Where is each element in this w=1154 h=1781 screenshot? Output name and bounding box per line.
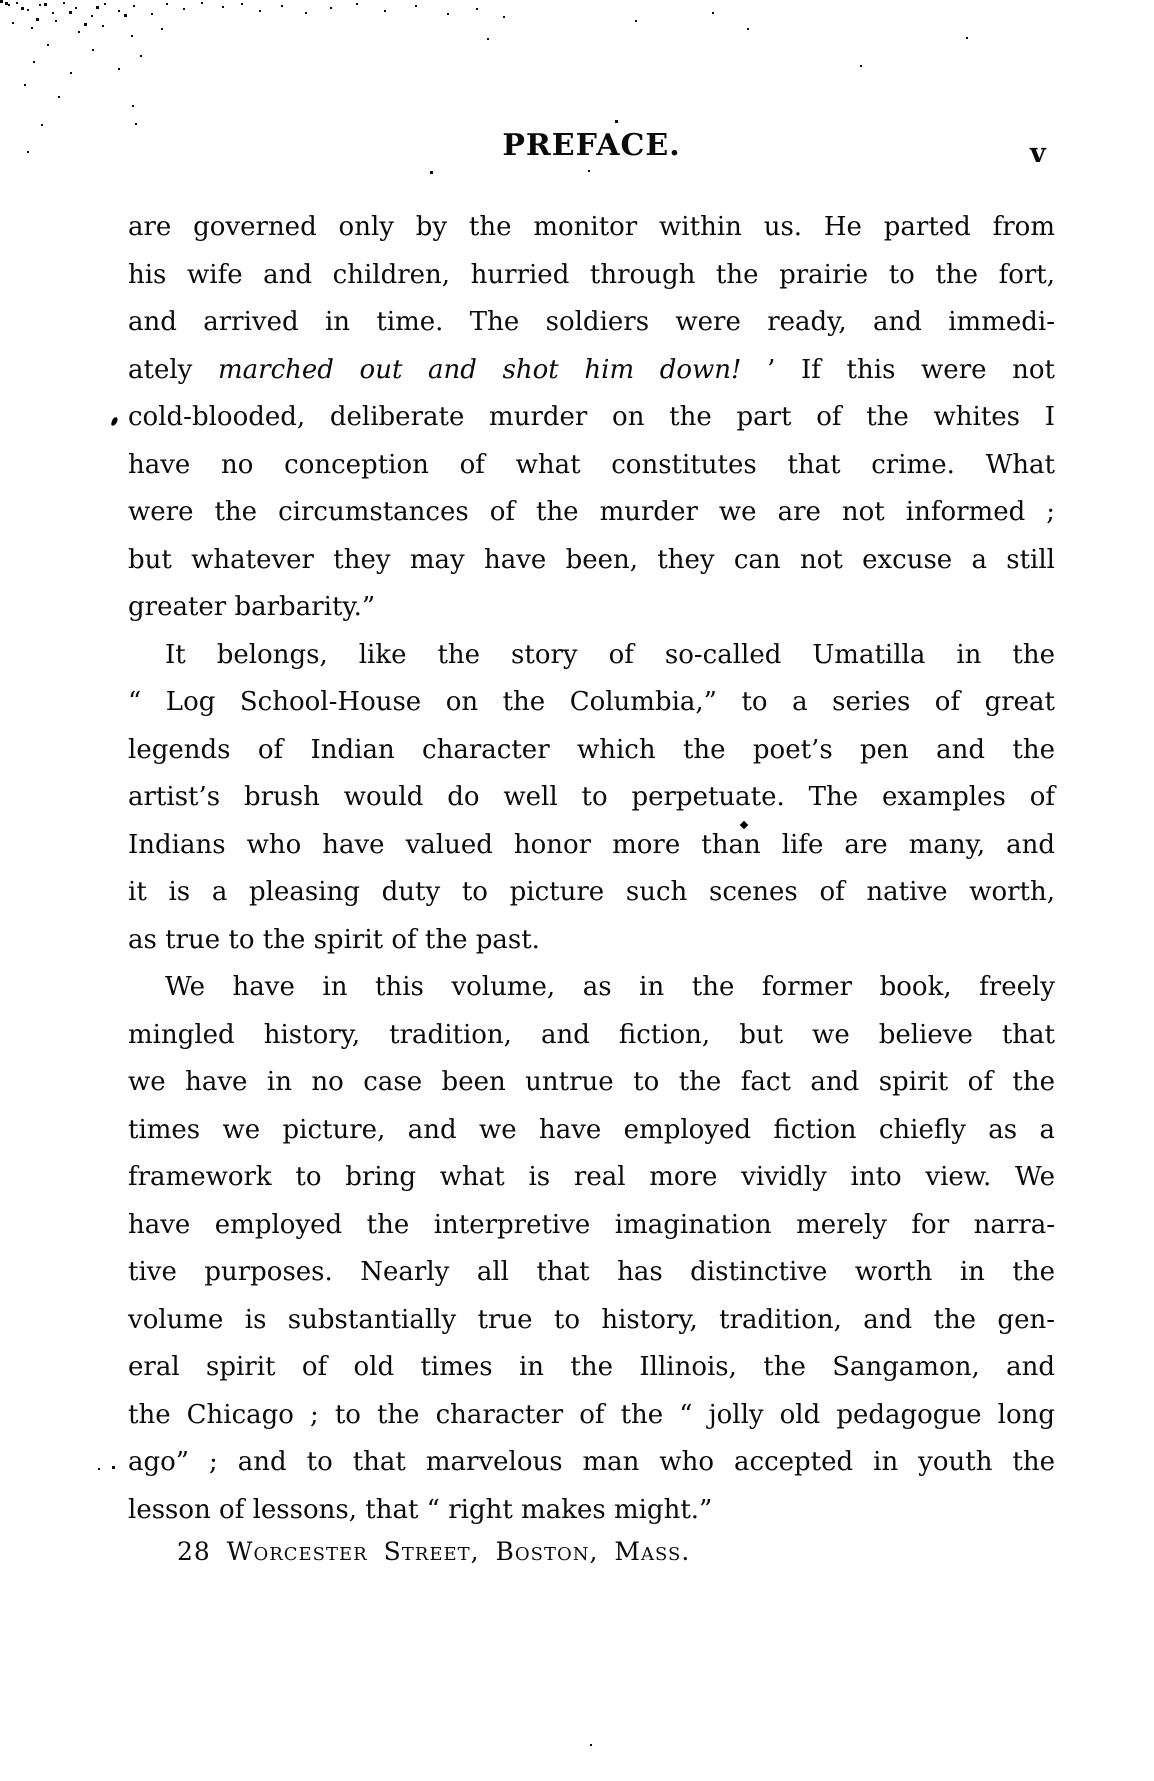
address-line: 28 Worcester Street, Boston, Mass. [177, 1537, 691, 1566]
text-line: mingled history, tradition, and fiction, but we believe that [128, 1019, 1055, 1050]
paragraph-3 [128, 964, 1055, 1534]
text-line: are governed only by the monitor within us. He parted from [128, 212, 1055, 242]
text-line: times we picture, and we have employed fiction chiefly as a [128, 1114, 1055, 1145]
text-line: It belongs, like the story of so-called Umatilla in the [165, 639, 1055, 670]
text-line: We have in this volume, as in the former book, freely [165, 972, 1055, 1002]
text-line: were the circumstances of the murder we are not informed ; [128, 497, 1055, 527]
text-line: framework to bring what is real more vividly into view. We [128, 1162, 1055, 1192]
text-line: “ Log School-House on the Columbia,” to a series of great [128, 687, 1055, 717]
scan-noise-dots-large [0, 0, 3, 3]
text-line: it is a pleasing duty to picture such scenes of native worth, [128, 877, 1055, 907]
text-line: the Chicago ; to the character of the “ jolly old pedagogue long [128, 1399, 1055, 1430]
paragraph-2 [128, 632, 1055, 965]
text-line: tive purposes. Nearly all that has distinctive worth in the [128, 1257, 1055, 1287]
text-line: have employed the interpretive imagination merely for narra- [128, 1209, 1055, 1240]
text-segment: ’ If this were not [741, 354, 1055, 385]
page-title: PREFACE. [502, 128, 681, 163]
text-line: have no conception of what constitutes that crime. What [128, 449, 1055, 480]
text-line: his wife and children, hurried through the prairie to the fort, [128, 259, 1055, 290]
paragraph-1 [128, 204, 1055, 632]
text-line: ago” ; and to that marvelous man who accepted in youth the [128, 1447, 1055, 1477]
text-line: cold-blooded, deliberate murder on the part of the whites I [128, 402, 1055, 432]
text-segment: ately [128, 354, 218, 385]
text-line: as true to the spirit of the past. [128, 924, 540, 955]
text-line: greater barbarity.” [128, 592, 376, 622]
text-line: but whatever they may have been, they can not excuse a still [128, 544, 1055, 575]
text-line: we have in no case been untrue to the fact and spirit of the [128, 1067, 1055, 1097]
text-line: and arrived in time. The soldiers were ready, and immedi- [128, 307, 1055, 337]
preface-text [128, 204, 1055, 1534]
ink-mark [111, 416, 119, 426]
text-line: legends of Indian character which the poet’s pen and the [128, 734, 1055, 765]
text-line: artist’s brush would do well to perpetuate. The examples of [128, 782, 1055, 812]
text-line: lesson of lessons, that “ right makes might.” [128, 1494, 713, 1525]
italic-text-segment: marched out and shot him down! [217, 354, 742, 385]
text-line: Indians who have valued honor more than life are many, and [128, 829, 1055, 860]
page-number: v [1030, 138, 1046, 169]
text-line: eral spirit of old times in the Illinois, the Sangamon, and [128, 1352, 1055, 1382]
text-line: volume is substantially true to history, tradition, and the gen- [128, 1304, 1055, 1335]
text-line-with-italic [128, 347, 1055, 395]
